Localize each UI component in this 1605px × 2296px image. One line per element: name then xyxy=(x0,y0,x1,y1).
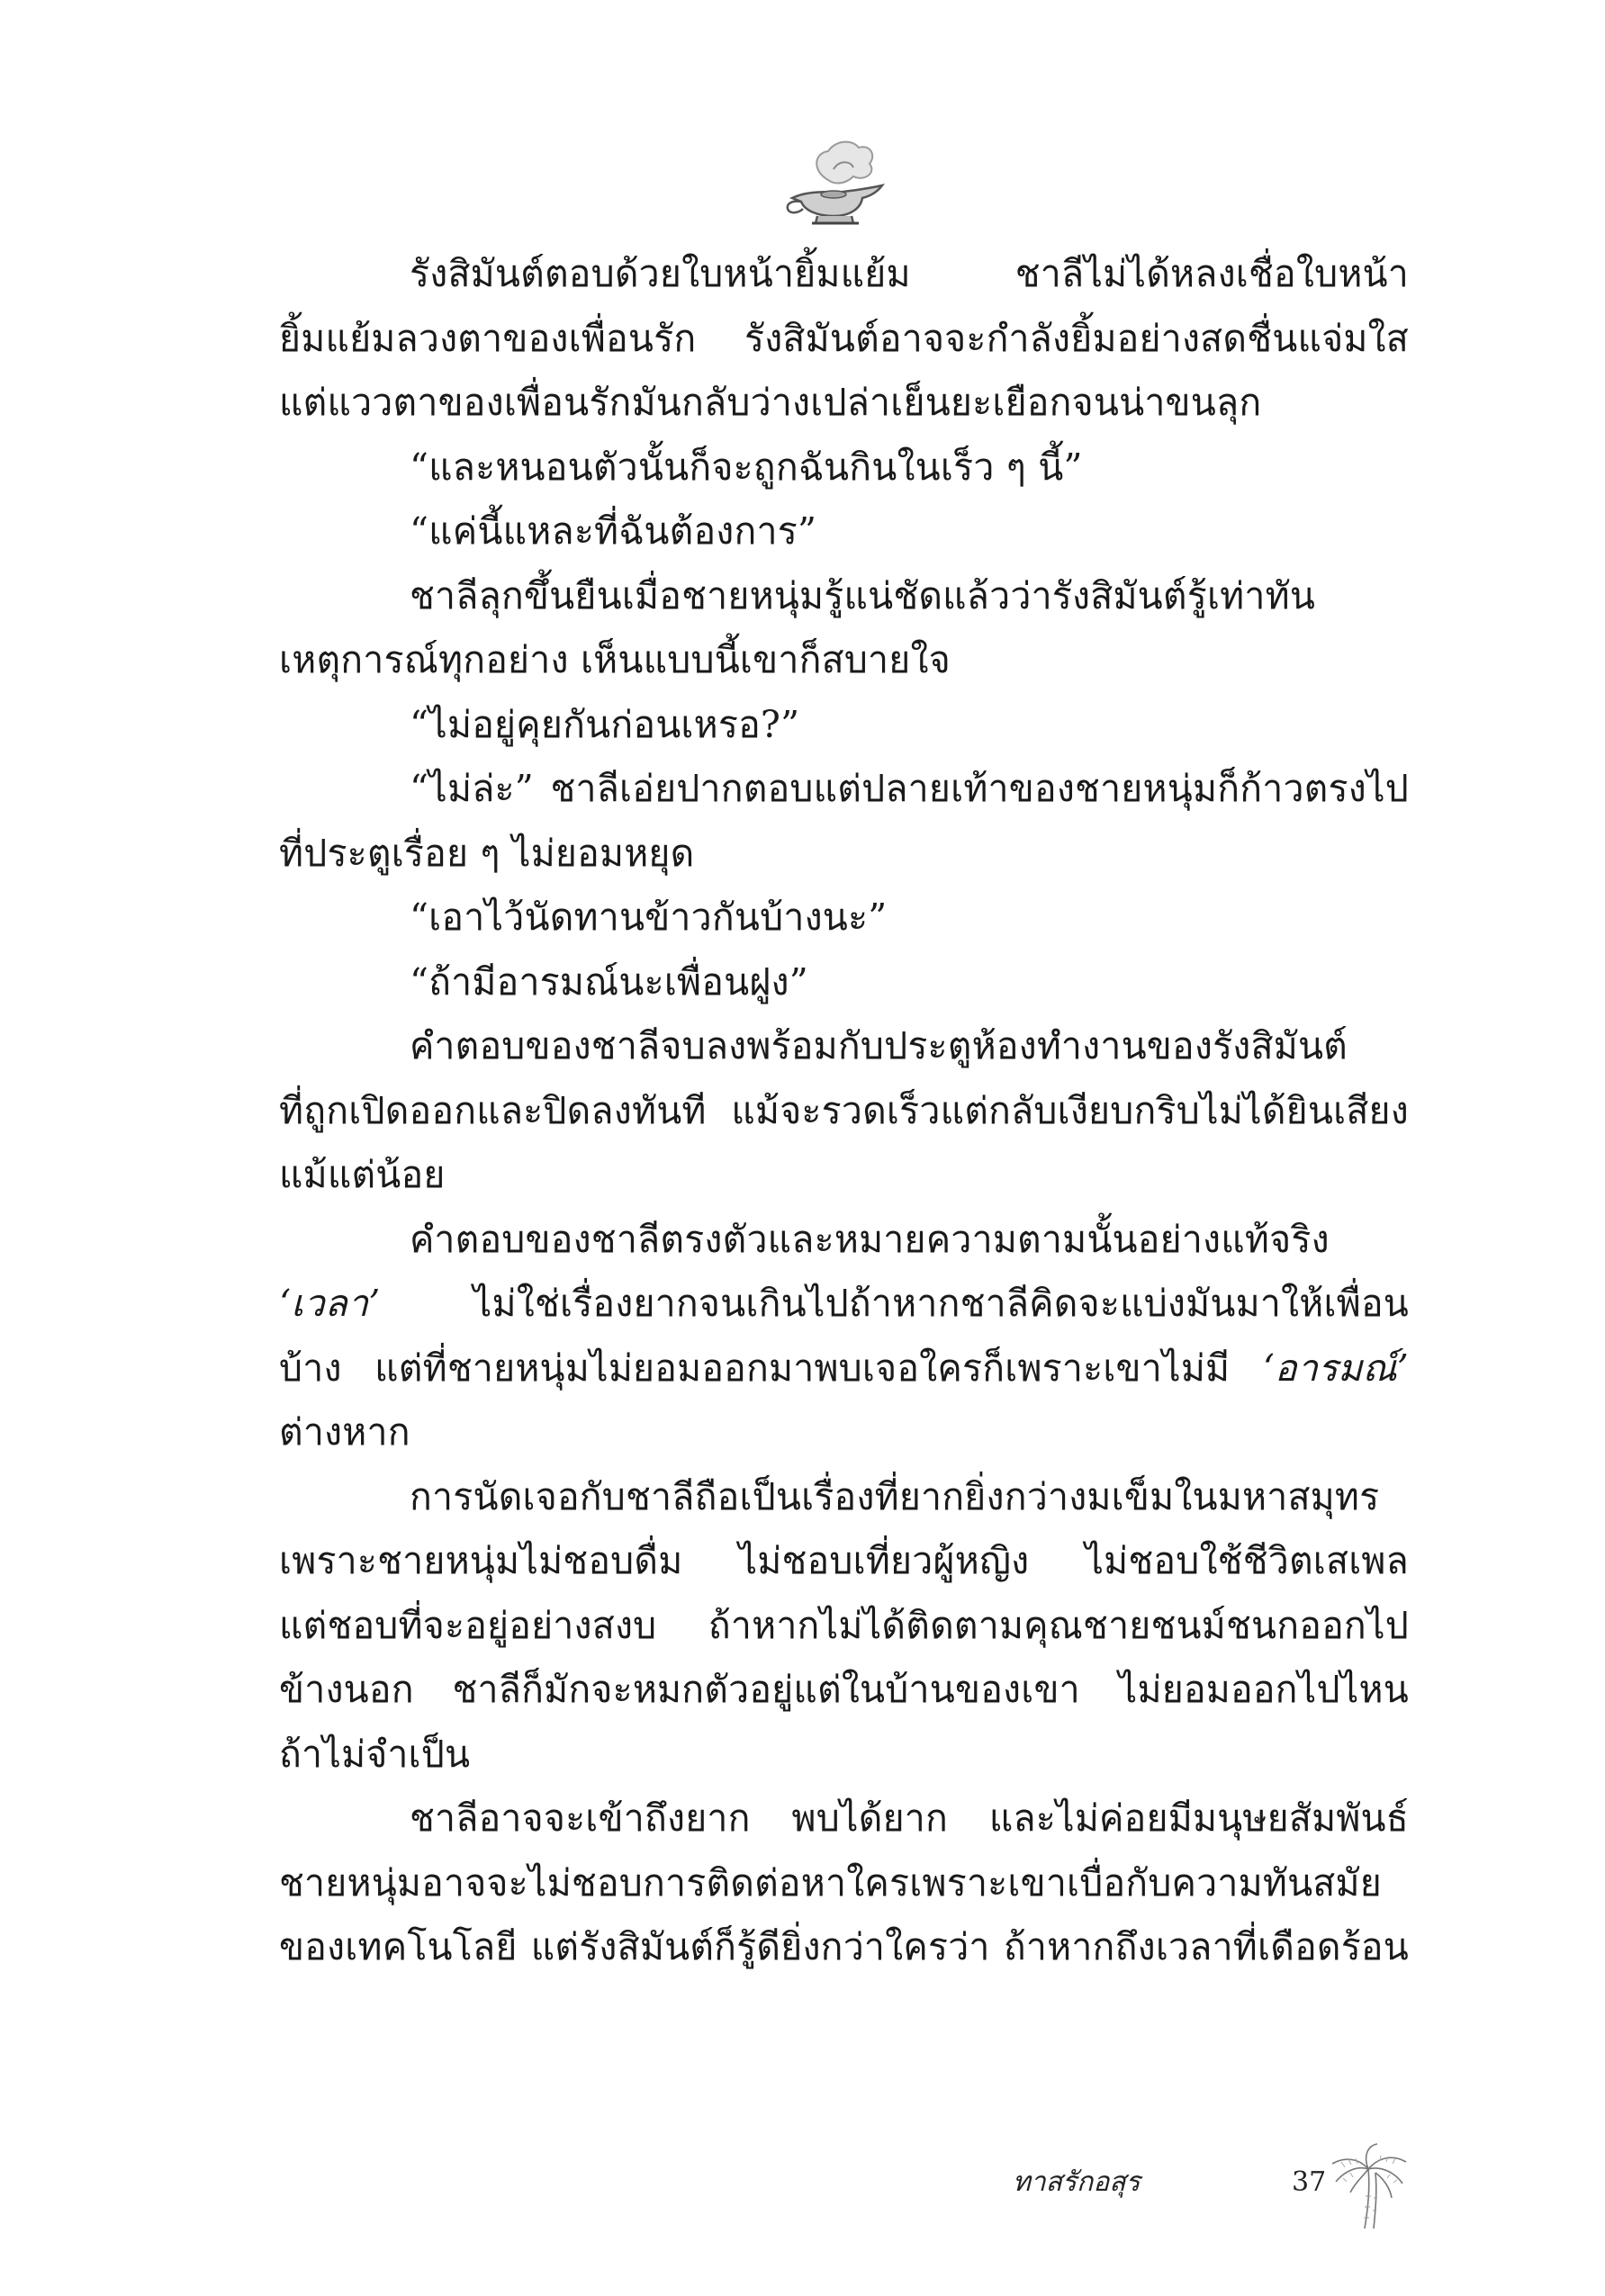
text-line xyxy=(279,1339,1409,1397)
text-segment: ข้างนอก ชาลีก็มักจะหมกตัวอยู่แต่ในบ้านของเขา ไม่ยอมออกไปไหน xyxy=(279,1668,1409,1711)
text-line xyxy=(410,1211,1409,1268)
text-segment: “และหนอนตัวนั้นก็จะถูกฉันกินในเร็ว ๆ นี้” xyxy=(410,446,1083,489)
text-line xyxy=(410,760,1409,817)
text-line xyxy=(279,1532,1409,1589)
text-line xyxy=(279,1403,410,1461)
text-line xyxy=(410,438,1083,496)
text-segment: ที่ถูกเปิดออกและปิดลงทันที แม้จะรวดเร็วแต่กลับเงียบกริบไม่ได้ยินเสียง xyxy=(279,1089,1409,1132)
text-line xyxy=(279,1854,1409,1912)
text-segment: เพราะชายหนุ่มไม่ชอบดื่ม ไม่ชอบเที่ยวผู้หญิง ไม่ชอบใช้ชีวิตเสเพล xyxy=(279,1539,1409,1582)
text-line xyxy=(410,502,816,560)
text-segment: แต่แววตาของเพื่อนรักมันกลับว่างเปล่าเย็นยะเยือกจนน่าขนลุก xyxy=(279,381,1262,424)
text-line xyxy=(279,824,695,882)
text-line xyxy=(279,631,951,689)
text-line xyxy=(279,1725,470,1783)
page-footer xyxy=(1013,2142,1418,2232)
text-line xyxy=(410,953,808,1011)
text-line xyxy=(279,1274,1409,1332)
text-line xyxy=(279,1918,1409,1976)
page-number: 37 xyxy=(1292,2166,1327,2198)
text-line xyxy=(410,567,1409,625)
text-segment: “แค่นี้แหละที่ฉันต้องการ” xyxy=(410,509,817,553)
body-text xyxy=(279,245,1409,2117)
text-segment: ของเทคโนโลยี แต่รังสิมันต์ก็รู้ดียิ่งกว่าใครว่า ถ้าหากถึงเวลาที่เดือดร้อน xyxy=(279,1925,1409,1968)
text-segment: รังสิมันต์ตอบด้วยใบหน้ายิ้มแย้ม ชาลีไม่ได้หลงเชื่อใบหน้า xyxy=(410,252,1409,295)
text-segment: เหตุการณ์ทุกอย่าง เห็นแบบนี้เขาก็สบายใจ xyxy=(279,638,951,681)
text-segment: แต่ชอบที่จะอยู่อย่างสงบ ถ้าหากไม่ได้ติดตามคุณชายชนม์ชนกออกไป xyxy=(279,1604,1409,1647)
text-line xyxy=(279,1146,446,1203)
text-segment: ต่างหาก xyxy=(279,1410,410,1454)
text-segment: บ้าง แต่ที่ชายหนุ่มไม่ยอมออกมาพบเจอใครก็เพราะเขาไม่มี xyxy=(279,1346,1263,1390)
text-segment: ที่ประตูเรื่อย ๆ ไม่ยอมหยุด xyxy=(279,832,695,875)
text-line xyxy=(410,245,1409,302)
text-line xyxy=(410,1789,1409,1847)
text-segment: ชาลีลุกขึ้นยืนเมื่อชายหนุ่มรู้แน่ชัดแล้วว่ารังสิมันต์รู้เท่าทัน xyxy=(410,574,1316,617)
text-line xyxy=(279,1082,1409,1139)
text-line xyxy=(279,1661,1409,1718)
text-segment: การนัดเจอกับชาลีถือเป็นเรื่องที่ยากยิ่งกว่างมเข็มในมหาสมุทร xyxy=(410,1475,1380,1518)
text-segment: คำตอบของชาลีตรงตัวและหมายความตามนั้นอย่างแท้จริง xyxy=(410,1218,1330,1261)
text-segment: ไม่ใช่เรื่องยากจนเกินไปถ้าหากชาลีคิดจะแบ่งมันมาให้เพื่อน xyxy=(380,1282,1409,1325)
text-line xyxy=(410,696,799,753)
text-segment: “ถ้ามีอารมณ์นะเพื่อนฝูง” xyxy=(410,960,808,1004)
genie-lamp-icon xyxy=(776,133,893,232)
text-line xyxy=(410,888,887,946)
text-line xyxy=(279,374,1261,431)
text-segment: แม้แต่น้อย xyxy=(279,1153,446,1196)
text-segment: คำตอบของชาลีจบลงพร้อมกับประตูห้องทำงานของรังสิมันต์ xyxy=(410,1024,1348,1067)
italic-phrase: ‘อารมณ์’ xyxy=(1262,1346,1409,1390)
text-segment: ชาลีอาจจะเข้าถึงยาก พบได้ยาก และไม่ค่อยมีมนุษยสัมพันธ์ xyxy=(410,1796,1409,1840)
text-line xyxy=(279,310,1409,367)
text-line xyxy=(279,1597,1409,1654)
text-segment: ยิ้มแย้มลวงตาของเพื่อนรัก รังสิมันต์อาจจะกำลังยิ้มอย่างสดชื่นแจ่มใส xyxy=(279,317,1409,360)
book-title: ทาสรักอสุร xyxy=(1013,2166,1141,2198)
text-segment: “ไม่อยู่คุยกันก่อนเหรอ?” xyxy=(410,703,800,746)
text-segment: ถ้าไม่จำเป็น xyxy=(279,1733,471,1776)
palm-tree-icon xyxy=(1323,2142,1413,2232)
text-segment: “ไม่ล่ะ” ชาลีเอ่ยปากตอบแต่ปลายเท้าของชายหนุ่มก็ก้าวตรงไป xyxy=(410,767,1409,810)
text-line xyxy=(410,1468,1409,1526)
text-segment: ชายหนุ่มอาจจะไม่ชอบการติดต่อหาใครเพราะเขาเบื่อกับความทันสมัย xyxy=(279,1861,1382,1904)
text-segment: “เอาไว้นัดทานข้าวกันบ้างนะ” xyxy=(410,896,888,939)
text-line xyxy=(410,1017,1409,1075)
italic-phrase: ‘เวลา’ xyxy=(279,1282,381,1325)
